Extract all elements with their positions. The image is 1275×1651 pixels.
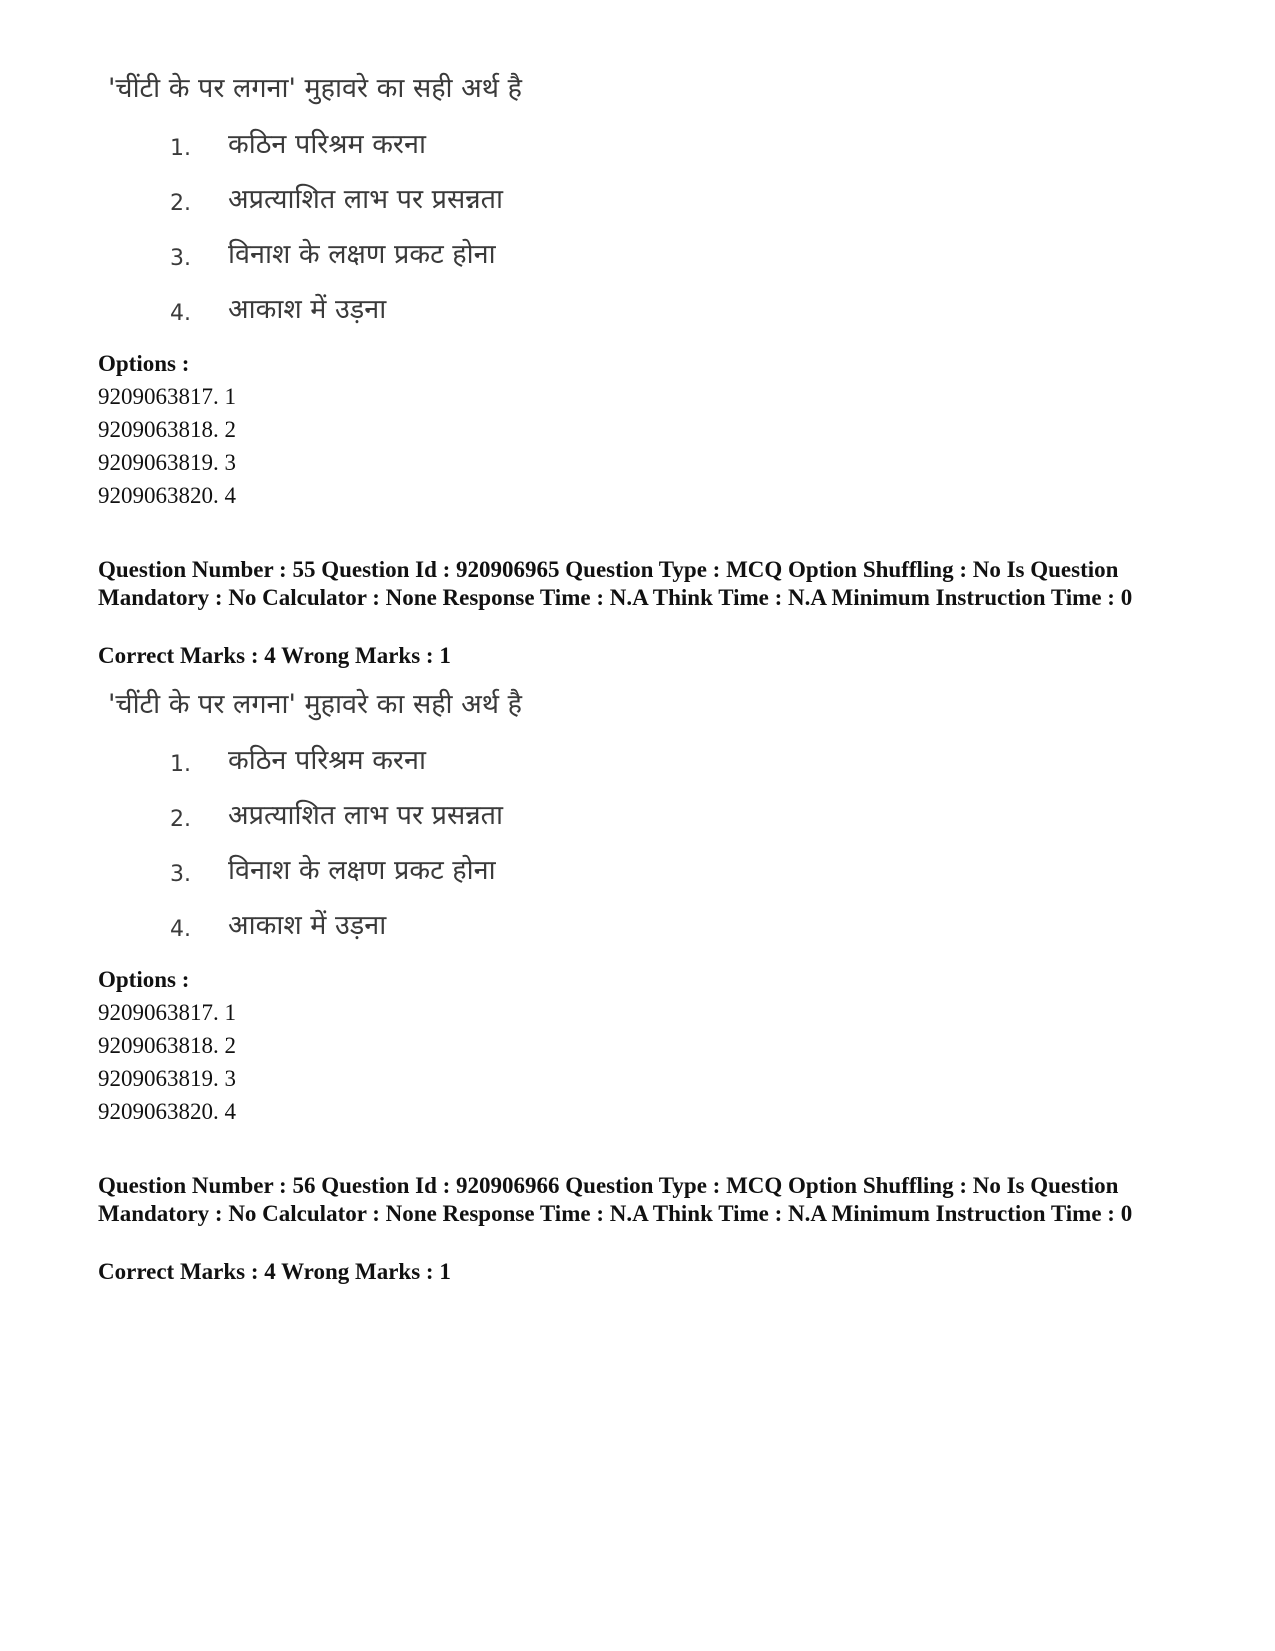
choice-number: 1. — [170, 136, 191, 161]
question-image — [108, 688, 668, 948]
choice-number: 4. — [170, 301, 191, 326]
choice-text: विनाश के लक्षण प्रकट होना — [228, 239, 496, 270]
choice-text: अप्रत्याशित लाभ पर प्रसन्नता — [228, 184, 504, 215]
question-stem: 'चींटी के पर लगना' मुहावरे का सही अर्थ है — [108, 73, 522, 104]
option-item: 9209063819. 3 — [98, 1066, 236, 1091]
choice-number: 2. — [170, 807, 191, 832]
question-marks: Correct Marks : 4 Wrong Marks : 1 — [98, 643, 451, 668]
choice-text: आकाश में उड़ना — [228, 910, 387, 941]
option-item: 9209063818. 2 — [98, 1033, 236, 1058]
option-item: 9209063820. 4 — [98, 483, 236, 508]
question-image — [108, 72, 668, 332]
options-label: Options : — [98, 351, 190, 376]
question-stem: 'चींटी के पर लगना' मुहावरे का सही अर्थ है — [108, 689, 522, 720]
choice-text: कठिन परिश्रम करना — [228, 129, 426, 160]
choice-number: 3. — [170, 862, 191, 887]
choice-text: कठिन परिश्रम करना — [228, 745, 426, 776]
question-meta: Question Number : 55 Question Id : 920906965 Question Type : MCQ Option Shuffling : No Is Question Mandatory : No Calculator : None Response Time : N.A Think Time : N.A Minimum Instruction Time : 0 — [98, 557, 1133, 610]
option-item: 9209063820. 4 — [98, 1099, 236, 1124]
option-item: 9209063818. 2 — [98, 417, 236, 442]
choice-text: आकाश में उड़ना — [228, 294, 387, 325]
option-item: 9209063819. 3 — [98, 450, 236, 475]
choice-number: 4. — [170, 917, 191, 942]
question-meta: Question Number : 56 Question Id : 920906966 Question Type : MCQ Option Shuffling : No Is Question Mandatory : No Calculator : None Response Time : N.A Think Time : N.A Minimum Instruction Time : 0 — [98, 1173, 1133, 1226]
choice-text: विनाश के लक्षण प्रकट होना — [228, 855, 496, 886]
choice-text: अप्रत्याशित लाभ पर प्रसन्नता — [228, 800, 504, 831]
question-marks: Correct Marks : 4 Wrong Marks : 1 — [98, 1259, 451, 1284]
options-label: Options : — [98, 967, 190, 992]
option-item: 9209063817. 1 — [98, 384, 236, 409]
choice-number: 3. — [170, 246, 191, 271]
option-item: 9209063817. 1 — [98, 1000, 236, 1025]
choice-number: 1. — [170, 752, 191, 777]
choice-number: 2. — [170, 191, 191, 216]
